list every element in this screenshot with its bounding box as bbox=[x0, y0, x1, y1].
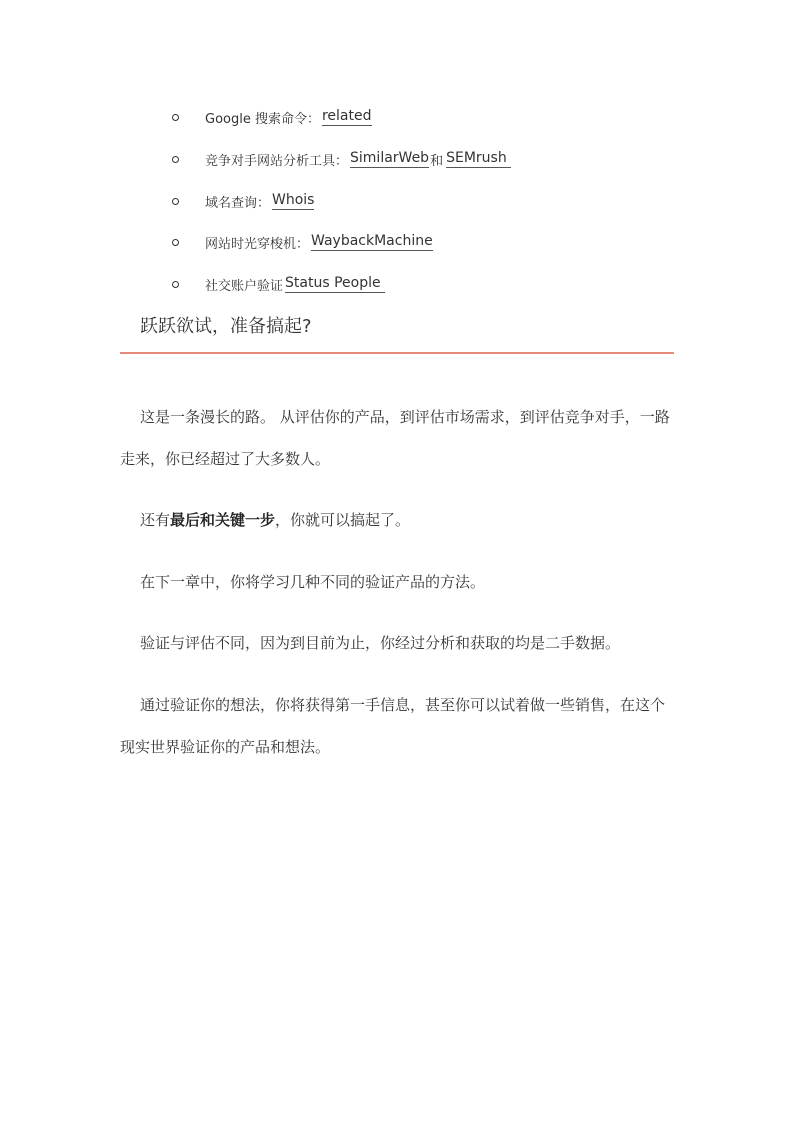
status-people-link[interactable]: Status People bbox=[285, 275, 385, 293]
paragraph-final-step bbox=[120, 499, 674, 541]
section-heading: 跃跃欲试，准备搞起? bbox=[140, 316, 312, 337]
bullet-icon bbox=[172, 198, 179, 205]
similarweb-link[interactable]: SimilarWeb bbox=[350, 150, 430, 166]
bullet-icon bbox=[172, 114, 179, 121]
paragraph-text: ，你就可以搞起了。 bbox=[275, 511, 411, 529]
list-item bbox=[172, 189, 314, 213]
bullet-label: 社交账户验证 bbox=[205, 278, 284, 294]
bullet-label: 竞争对手网站分析工具： bbox=[205, 153, 349, 169]
bullet-icon bbox=[172, 239, 179, 246]
whois-link[interactable]: Whois bbox=[272, 192, 315, 208]
waybackmachine-link[interactable]: WaybackMachine bbox=[311, 233, 433, 249]
bullet-icon bbox=[172, 156, 179, 163]
paragraph-first-hand-info: 通过验证你的想法，你将获得第一手信息，甚至你可以试着做一些销售，在这个现实世界验证你的产品和想法。 bbox=[120, 696, 666, 756]
semrush-link[interactable]: SEMrush bbox=[446, 150, 511, 168]
list-item bbox=[172, 272, 385, 296]
bullet-label: 网站时光穿梭机： bbox=[205, 236, 310, 252]
list-item bbox=[172, 230, 433, 254]
paragraph-text: 还有 bbox=[140, 511, 171, 529]
bullet-label: Google 搜索命令： bbox=[205, 111, 320, 127]
bullet-conjunction: 和 bbox=[430, 153, 444, 169]
paragraph-next-chapter: 在下一章中，你将学习几种不同的验证产品的方法。 bbox=[140, 573, 486, 591]
emphasis-text: 最后和关键一步 bbox=[170, 511, 276, 529]
related-link[interactable]: related bbox=[321, 108, 372, 124]
list-item bbox=[172, 147, 511, 171]
heading-divider bbox=[120, 352, 674, 354]
paragraph-long-road: 这是一条漫长的路。 从评估你的产品，到评估市场需求，到评估竞争对手，一路走来，你已经超过了大多数人。 bbox=[120, 408, 670, 468]
paragraph-second-hand-data: 验证与评估不同，因为到目前为止，你经过分析和获取的均是二手数据。 bbox=[140, 634, 621, 652]
bullet-icon bbox=[172, 281, 179, 288]
list-item bbox=[172, 105, 372, 129]
bullet-label: 域名查询： bbox=[205, 195, 271, 211]
